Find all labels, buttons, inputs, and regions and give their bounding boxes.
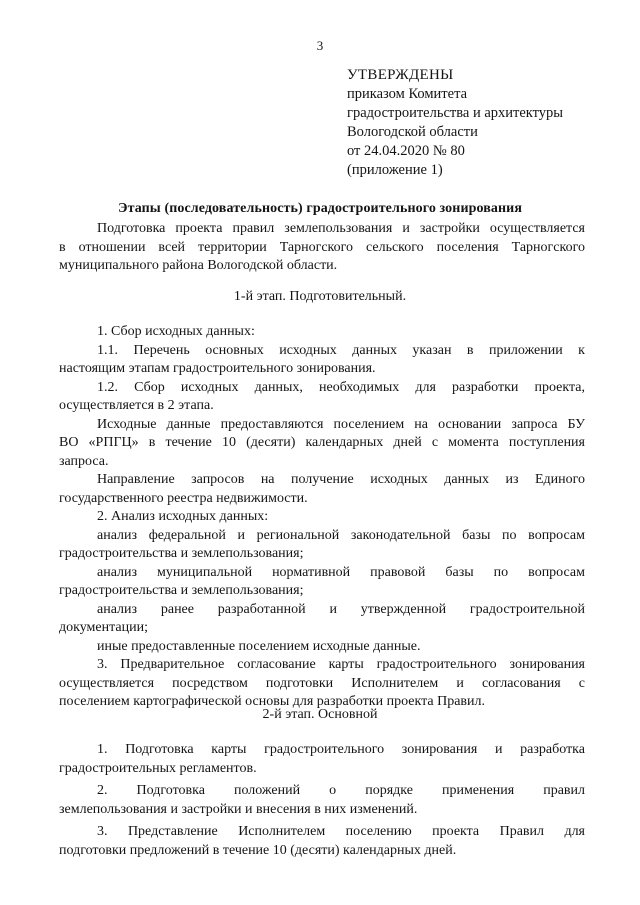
- approval-line: (приложение 1): [347, 162, 443, 178]
- text-line: 3. Предварительное согласование карты градостроительного зонирования: [97, 657, 585, 672]
- text-line: анализ муниципальной нормативной правовой базы по вопросам: [97, 564, 585, 580]
- text-line: осуществляется в 2 этапа.: [59, 398, 214, 413]
- stage1-title: 1-й этап. Подготовительный.: [233, 289, 407, 304]
- text-line: в отношении всей территории Тарногского сельского поселения Тарногского: [59, 239, 585, 255]
- document-title: Этапы (последовательность) градостроительного зонирования: [117, 201, 523, 216]
- approval-line: градостроительства и архитектуры: [347, 105, 564, 121]
- text-line: 1.1. Перечень основных исходных данных указан в приложении к: [97, 342, 585, 358]
- text-line: Исходные данные предоставляются поселением на основании запроса БУ: [97, 416, 585, 432]
- text-line: Направление запросов на получение исходных данных из Единого: [97, 472, 585, 487]
- text-line: подготовки предложений в течение 10 (десяти) календарных дней.: [59, 842, 457, 858]
- text-line: 1.2. Сбор исходных данных, необходимых для разработки проекта,: [97, 379, 585, 395]
- text-line: 1. Подготовка карты градостроительного зонирования и разработка: [97, 742, 585, 757]
- text-line: иные предоставленные поселением исходные данные.: [97, 638, 421, 654]
- text-line: градостроительства и землепользования;: [59, 546, 304, 561]
- stage1-body: [59, 323, 585, 712]
- text-line: землепользования и застройки и внесения в них изменений.: [59, 801, 418, 817]
- text-line: поселением картографической основы для разработки проекта Правил.: [59, 694, 486, 709]
- approval-title: УТВЕРЖДЕНЫ: [347, 67, 454, 83]
- text-line: осуществляется посредством подготовки Исполнителем и согласования с: [59, 675, 585, 691]
- stage2-body: [59, 741, 585, 860]
- text-line: ВО «РПГЦ» в течение 10 (десяти) календарных дней с момента поступления: [59, 435, 585, 450]
- page-number: 3: [316, 38, 324, 53]
- text-line: настоящим этапам градостроительного зонирования.: [59, 361, 376, 376]
- text-line: анализ федеральной и региональной законодательной базы по вопросам: [97, 527, 585, 543]
- text-line: анализ ранее разработанной и утвержденной градостроительной: [97, 601, 585, 617]
- approval-block: [347, 66, 563, 180]
- approval-line: от 24.04.2020 № 80: [347, 143, 465, 159]
- stage2-title: 2-й этап. Основной: [262, 707, 378, 722]
- text-line: 3. Представление Исполнителем поселению проекта Правил для: [97, 824, 585, 839]
- approval-line: приказом Комитета: [347, 86, 468, 102]
- text-line: градостроительства и землепользования;: [59, 583, 304, 598]
- text-line: запроса.: [59, 453, 109, 469]
- text-line: муниципального района Вологодской области.: [59, 258, 338, 273]
- text-line: государственного реестра недвижимости.: [59, 490, 308, 506]
- text-line: документации;: [59, 620, 148, 635]
- text-line: 1. Сбор исходных данных:: [97, 324, 255, 339]
- text-line: 2. Подготовка положений о порядке применения правил: [97, 783, 585, 798]
- approval-line: Вологодской области: [347, 124, 478, 140]
- intro-paragraph: [59, 220, 585, 276]
- text-line: Подготовка проекта правил землепользования и застройки осуществляется: [97, 221, 585, 236]
- text-line: 2. Анализ исходных данных:: [97, 509, 269, 524]
- text-line: градостроительных регламентов.: [59, 760, 257, 776]
